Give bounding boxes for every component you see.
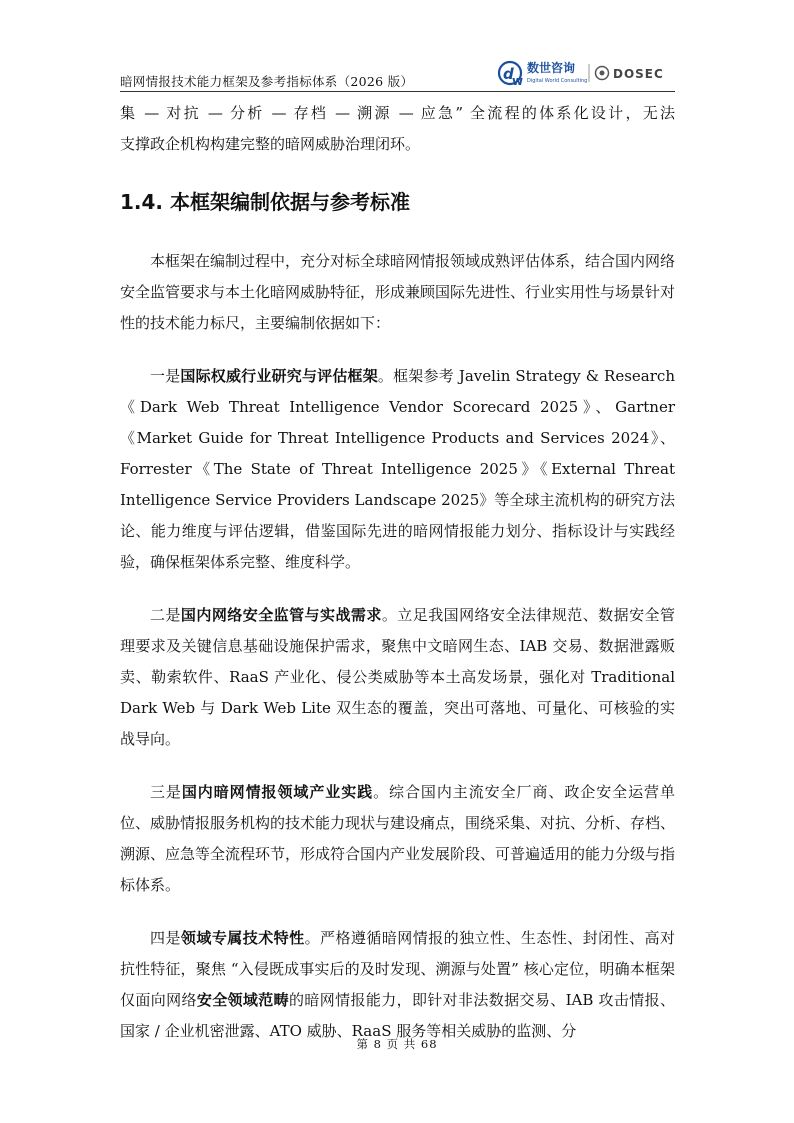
lead-text: 二是 xyxy=(150,606,181,624)
paragraph-text: 的暗网情报能力，即针对非法数据交易、IAB 攻击情报、国家 / 企业机密泄露、ATO 威胁、RaaS 服务等相关威胁的监测、分 xyxy=(120,991,675,1040)
bold-heading: 国内网络安全监管与实战需求 xyxy=(180,606,382,624)
paragraph-basis-2 xyxy=(120,600,675,755)
logo-group xyxy=(497,58,675,88)
paragraph-basis-3 xyxy=(120,777,675,901)
bold-heading: 领域专属技术特性 xyxy=(180,929,305,947)
paragraph-text: 。立足我国网络安全法律规范、数据安全管理要求及关键信息基础设施保护需求，聚焦中文暗网生态、IAB 交易、数据泄露贩卖、勒索软件、RaaS 产业化、侵公类威胁等本土高发场景，强化对 Traditional Dark Web 与 Dark Web Lite 双生态的覆盖，突出可落地、可量化、可核验的实战导向。 xyxy=(120,606,675,748)
paragraph-basis-intro: 本框架在编制过程中，充分对标全球暗网情报领域成熟评估体系，结合国内网络安全监管要求与本土化暗网威胁特征，形成兼顾国际先进性、行业实用性与场景针对性的技术能力标尺，主要编制依据如下： xyxy=(120,252,676,332)
svg-text:d: d xyxy=(503,65,514,83)
logo1-main: 数世咨询 xyxy=(527,61,576,75)
bold-heading: 国际权威行业研究与评估框架 xyxy=(180,367,378,385)
lead-text: 三是 xyxy=(150,783,182,801)
paragraph-text: 。综合国内主流安全厂商、政企安全运营单位、威胁情报服务机构的技术能力现状与建设痛点，围绕采集、对抗、分析、存档、溯源、应急等全流程环节，形成符合国内产业发展阶段、可普遍适用的能力分级与指标体系。 xyxy=(120,783,676,894)
paragraph-text: 。严格遵循暗网情报的独立性、生态性、封闭性、高对抗性特征，聚焦 “入侵既成事实后的及时发现、溯源与处置” 核心定位，明确本框架仅面向网络 xyxy=(120,929,675,1009)
logo-mark-icon xyxy=(497,58,675,88)
intro-line-2: 支撑政企机构构建完整的暗网威胁治理闭环。 xyxy=(120,135,421,153)
lead-text: 一是 xyxy=(150,367,181,385)
lead-text: 四是 xyxy=(150,929,181,947)
svg-text:w: w xyxy=(512,74,524,88)
section-heading: 1.4. 本框架编制依据与参考标准 xyxy=(120,190,410,214)
header-divider xyxy=(120,91,675,92)
paragraph-basis-1 xyxy=(120,361,675,578)
paragraph-text: 。框架参考 Javelin Strategy & Research《Dark Web Threat Intelligence Vendor Scorecard 2025》、Gartner《Market Guide for Threat Intelligence Products and Services 2024》、Forrester《The State of Threat Intelligence 2025》《External Threat Intelligence Service Providers Landscape 2025》等全球主流机构的研究方法论、能力维度与评估逻辑，借鉴国际先进的暗网情报能力划分、指标设计与实践经验，确保框架体系完整、维度科学。 xyxy=(120,367,675,571)
intro-line-1: 集 — 对抗 — 分析 — 存档 — 溯源 — 应急” 全流程的体系化设计，无法 xyxy=(120,104,675,122)
logo1-sub: Digital World Consulting xyxy=(527,78,588,84)
bold-phrase: 安全领域范畴 xyxy=(196,991,290,1009)
page-header xyxy=(120,58,675,92)
logo2-text: DOSEC xyxy=(613,67,664,81)
paragraph-basis-4 xyxy=(120,923,675,1047)
bold-heading: 国内暗网情报领域产业实践 xyxy=(181,783,374,801)
page-number: 第 8 页 共 68 xyxy=(356,1037,438,1051)
document-title: 暗网情报技术能力框架及参考指标体系（2026 版） xyxy=(120,74,414,89)
page-body xyxy=(120,98,675,1047)
